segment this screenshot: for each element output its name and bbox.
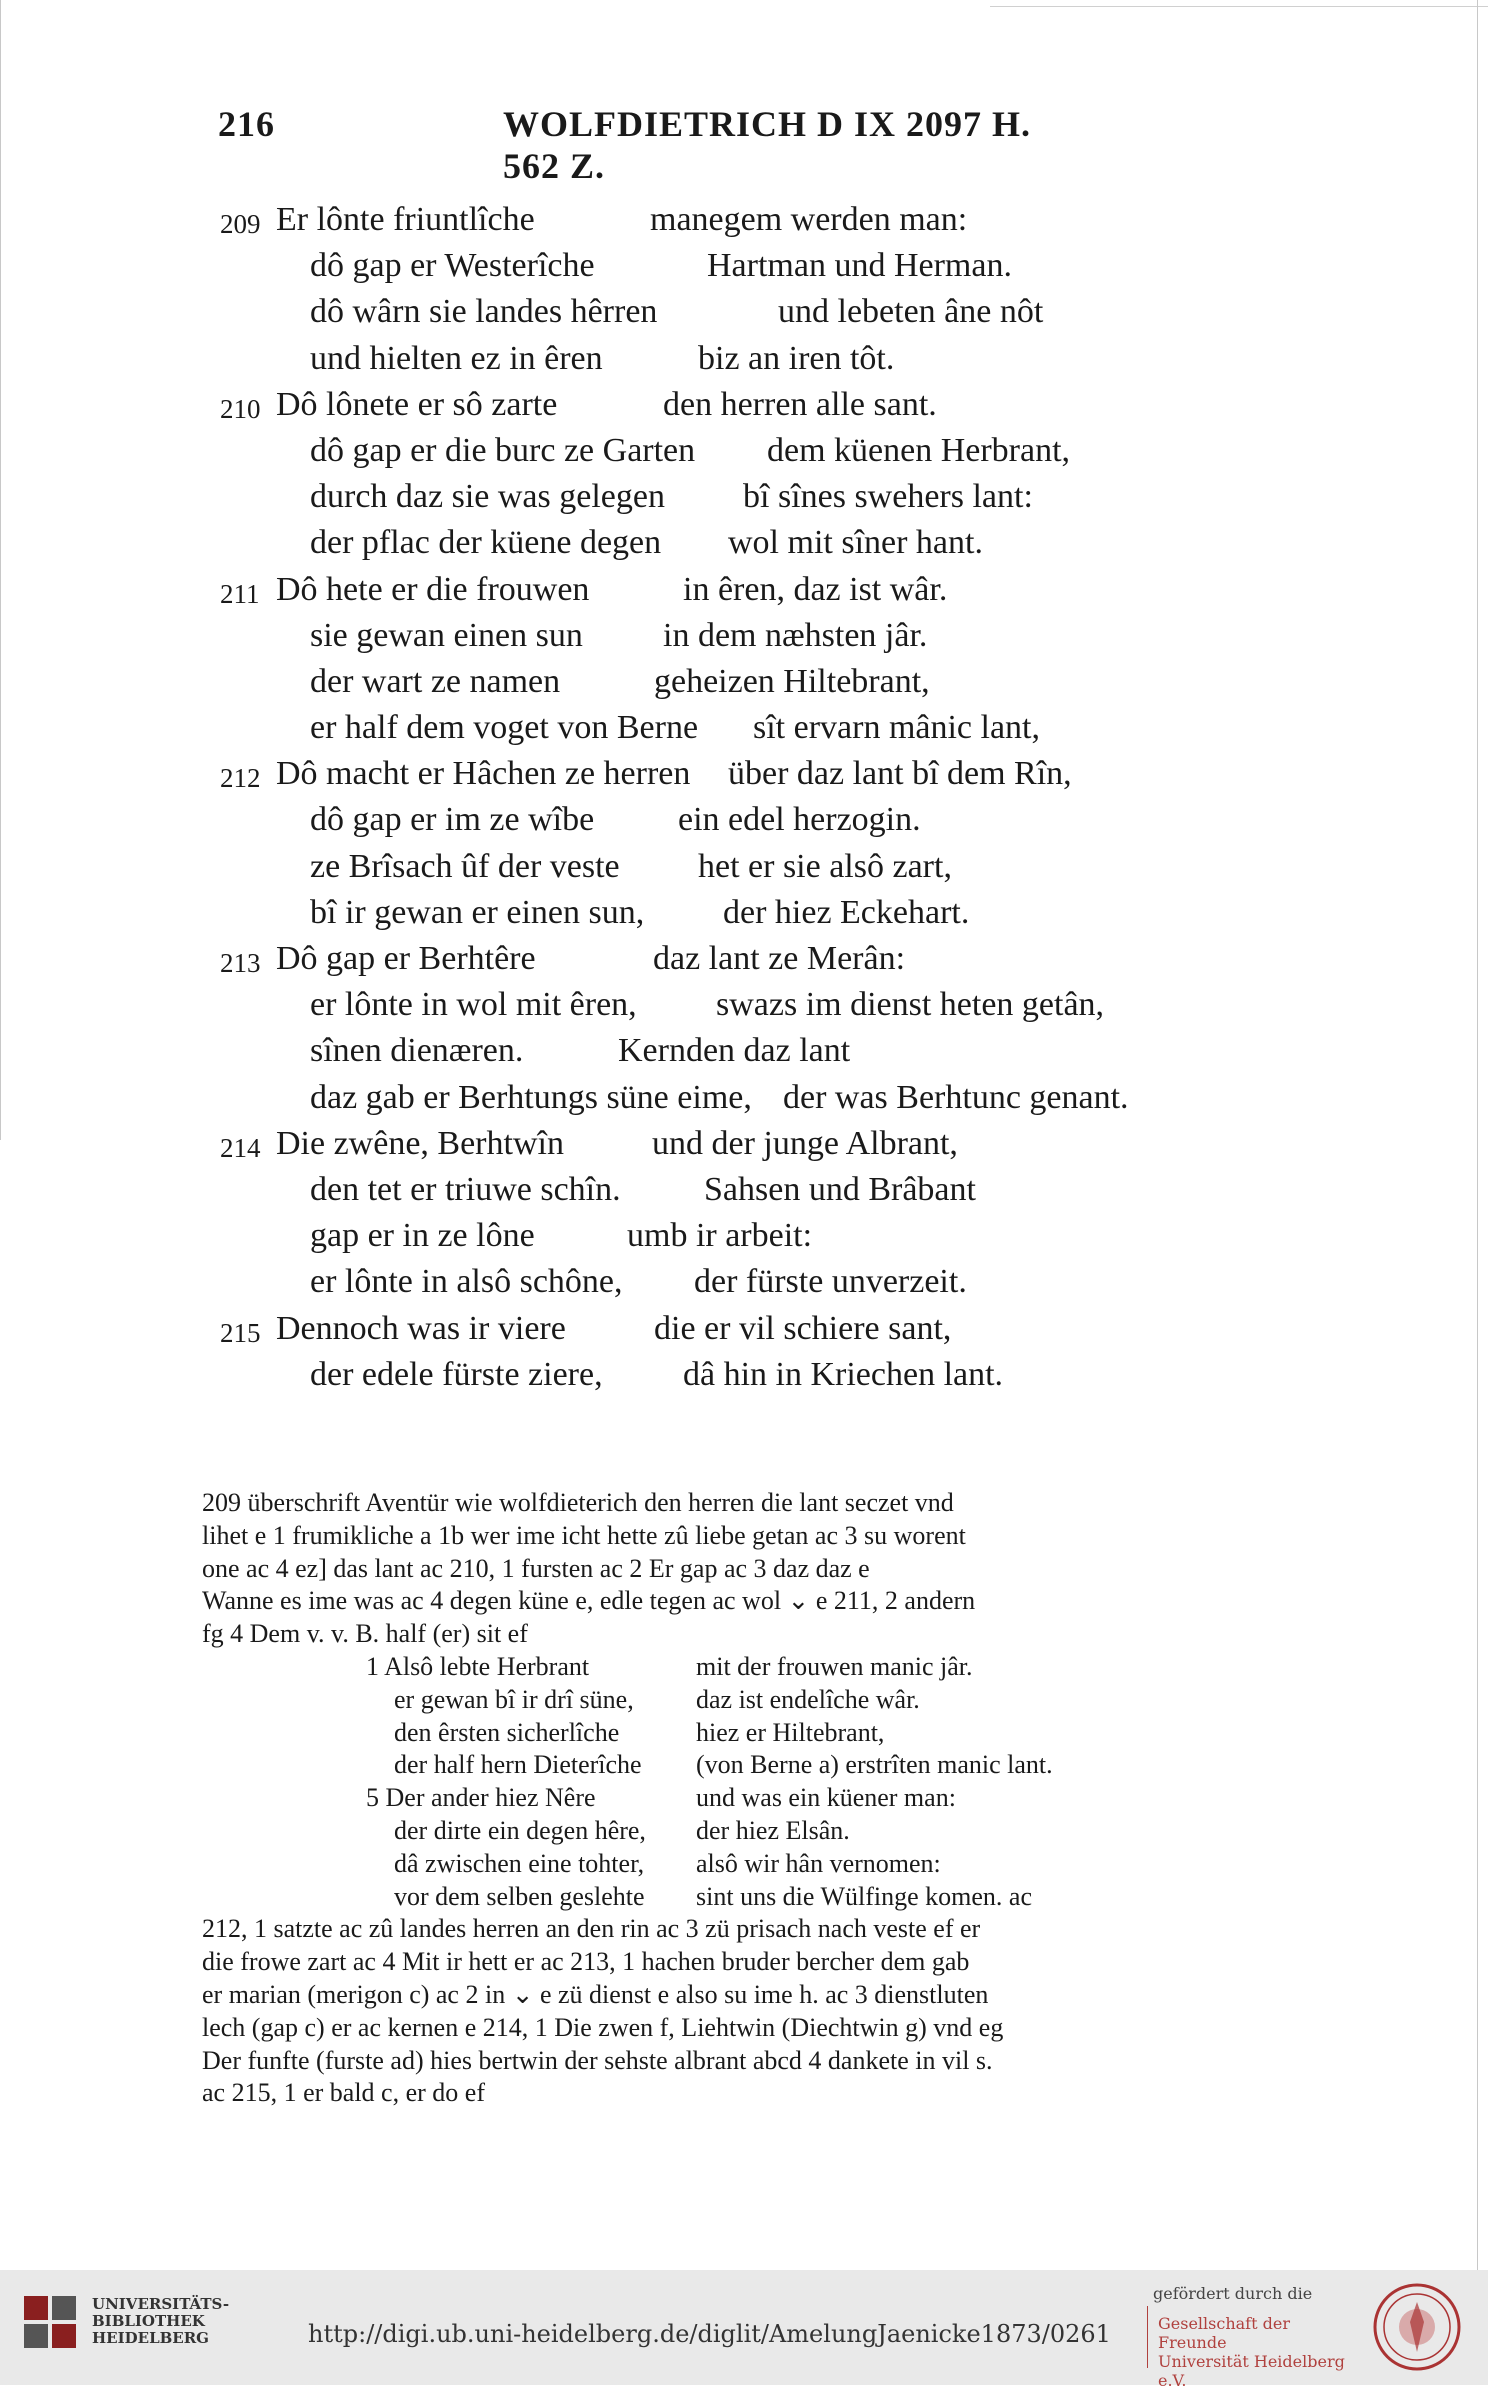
verse-first-half: der wart ze namen	[310, 662, 561, 700]
page-number: 216	[218, 104, 275, 144]
inserted-verse-line	[366, 1651, 1342, 1684]
verse-second-half: Hartman und Herman.	[707, 247, 1012, 285]
inserted-verse-second-half: und was ein küener man:	[696, 1783, 956, 1813]
verse-second-half: der fürste unverzeit.	[694, 1263, 967, 1301]
verse-second-half: Sahsen und Brâbant	[704, 1170, 976, 1208]
verse-line	[220, 705, 1370, 751]
inserted-verse-line	[366, 1717, 1342, 1750]
verse-second-half: über daz lant bî dem Rîn,	[728, 755, 1072, 793]
verse-second-half: die er vil schiere sant,	[654, 1309, 952, 1347]
inserted-verse-second-half: alsô wir hân vernomen:	[696, 1848, 941, 1878]
verse-first-half: Dô hete er die frouwen	[276, 570, 590, 608]
verse-line	[220, 1075, 1370, 1121]
inserted-verse-first-half: 1 Alsô lebte Herbrant	[366, 1651, 590, 1681]
verse-line	[220, 289, 1370, 335]
stanza-number: 214	[220, 1132, 261, 1163]
verse-line	[220, 1121, 1370, 1167]
inserted-verse-first-half: dâ zwischen eine tohter,	[394, 1848, 645, 1878]
inserted-verse-second-half: hiez er Hiltebrant,	[696, 1717, 885, 1747]
verse-second-half: swazs im dienst heten getân,	[716, 986, 1105, 1024]
note-line: one ac 4 ez] das lant ac 210, 1 fursten ac 2 Er gap ac 3 daz daz e	[202, 1553, 870, 1583]
scan-edge-left	[0, 0, 1, 1140]
verse-first-half: Dennoch was ir viere	[276, 1309, 566, 1347]
inserted-verse-first-half: vor dem selben geslehte	[394, 1881, 645, 1911]
inserted-verse-second-half: der hiez Elsân.	[696, 1815, 850, 1845]
university-seal-icon	[1372, 2282, 1462, 2372]
verse-second-half: der hiez Eckehart.	[723, 893, 970, 931]
critical-apparatus	[202, 1487, 1342, 2110]
inserted-verse-first-half: er gewan bî ir drî süne,	[394, 1684, 634, 1714]
verse-first-half: sie gewan einen sun	[310, 616, 583, 654]
inserted-verse-first-half: den êrsten sicherlîche	[394, 1717, 620, 1747]
inserted-verse-first-half: 5 Der ander hiez Nêre	[366, 1783, 596, 1813]
verse-first-half: der pflac der küene degen	[310, 524, 662, 562]
note-line: Der funfte (furste ad) hies bertwin der sehste albrant abcd 4 dankete in vil s.	[202, 2045, 993, 2075]
verse-line	[220, 567, 1370, 613]
verse-line	[220, 982, 1370, 1028]
note-line: fg 4 Dem v. v. B. half (er) sit ef	[202, 1619, 528, 1649]
note-line: lech (gap c) er ac kernen e 214, 1 Die zwen f, Liehtwin (Diechtwin g) vnd eg	[202, 2012, 1004, 2042]
scan-edge-right	[1477, 0, 1478, 2270]
verse-first-half: gap er in ze lône	[310, 1217, 535, 1255]
notes-block-1	[202, 1487, 1342, 1651]
note-line: ac 215, 1 er bald c, er do ef	[202, 2078, 485, 2108]
verse-second-half: umb ir arbeit:	[627, 1217, 813, 1255]
verse-first-half: Er lônte friuntlîche	[276, 201, 535, 238]
running-title: WOLFDIETRICH D IX 2097 H. 562 Z.	[503, 104, 1032, 186]
verse-first-half: er lônte in wol mit êren,	[310, 986, 637, 1024]
note-line: Wanne es ime was ac 4 degen küne e, edle tegen ac wol ⌄ e 211, 2 andern	[202, 1586, 976, 1616]
verse-line	[220, 428, 1370, 474]
verse-line	[220, 382, 1370, 428]
verse-first-half: und hielten ez in êren	[310, 339, 603, 377]
verse-first-half: dô gap er im ze wîbe	[310, 801, 595, 839]
verse-second-half: biz an iren tôt.	[698, 339, 895, 377]
verse-second-half: geheizen Hiltebrant,	[654, 662, 930, 700]
note-line: 212, 1 satzte ac zû landes herren an den rin ac 3 zü prisach nach veste ef er	[202, 1914, 981, 1944]
stanza-number: 211	[220, 578, 260, 609]
note-line: er marian (merigon c) ac 2 in ⌄ e zü dienst e also su ime h. ac 3 dienstluten	[202, 1979, 989, 2009]
note-line: 209 überschrift Aventür wie wolfdieterich den herren die lant seczet vnd	[202, 1488, 954, 1517]
verse-first-half: daz gab er Berhtungs süne eime,	[310, 1078, 752, 1116]
stanza-number: 215	[220, 1317, 261, 1348]
verse-first-half: er lônte in alsô schône,	[310, 1263, 623, 1301]
note-line: die frowe zart ac 4 Mit ir hett er ac 213, 1 hachen bruder bercher dem gab	[202, 1947, 970, 1977]
verse-second-half: in êren, daz ist wâr.	[683, 570, 948, 608]
verse-line	[220, 197, 1370, 243]
verse-line	[220, 520, 1370, 566]
verse-second-half: daz lant ze Merân:	[653, 940, 906, 977]
verse-first-half: Dô lônete er sô zarte	[276, 385, 558, 423]
inserted-verse-second-half: mit der frouwen manic jâr.	[696, 1651, 973, 1681]
verse-line	[220, 613, 1370, 659]
stanza-number: 213	[220, 948, 261, 978]
inserted-verse-first-half: der half hern Dieterîche	[394, 1750, 642, 1780]
verse-second-half: het er sie alsô zart,	[698, 847, 952, 885]
inserted-verse-line	[366, 1684, 1342, 1717]
sponsor-label: gefördert durch die	[1153, 2284, 1313, 2303]
note-line: lihet e 1 frumikliche a 1b wer ime icht hette zû liebe getan ac 3 su worent	[202, 1520, 966, 1550]
permalink-url[interactable]: http://digi.ub.uni-heidelberg.de/diglit/AmelungJaenicke1873/0261	[308, 2320, 1111, 2348]
verse-second-half: in dem næhsten jâr.	[663, 616, 928, 654]
inserted-verse-first-half: der dirte ein degen hêre,	[394, 1815, 646, 1845]
verse-line	[220, 1306, 1370, 1352]
notes-block-2	[202, 1913, 1342, 2110]
verse-line	[220, 844, 1370, 890]
verse-first-half: den tet er triuwe schîn.	[310, 1170, 621, 1208]
sponsor-name: Gesellschaft der Freunde Universität Heidelberg e.V.	[1158, 2314, 1345, 2390]
verse-line	[220, 890, 1370, 936]
inserted-verse-line	[366, 1881, 1342, 1914]
inserted-verse-line	[366, 1782, 1342, 1815]
verse-first-half: bî ir gewan er einen sun,	[310, 893, 645, 931]
verse-second-half: dâ hin in Kriechen lant.	[683, 1355, 1004, 1393]
verse-line	[220, 1213, 1370, 1259]
verse-line	[220, 751, 1370, 797]
library-logo-icon	[20, 2292, 82, 2362]
verse-first-half: er half dem voget von Berne	[310, 709, 699, 747]
inserted-verse-second-half: daz ist endelîche wâr.	[696, 1684, 920, 1714]
verse-first-half: Dô macht er Hâchen ze herren	[276, 755, 691, 793]
inserted-verse-line	[366, 1749, 1342, 1782]
inserted-verse-second-half: sint uns die Wülfinge komen. ac	[696, 1881, 1033, 1911]
verse-line	[220, 936, 1370, 982]
verse-second-half: dem küenen Herbrant,	[767, 431, 1071, 469]
verse-second-half: wol mit sîner hant.	[728, 524, 983, 562]
verse-first-half: durch daz sie was gelegen	[310, 478, 665, 516]
verse-first-half: dô wârn sie landes hêrren	[310, 293, 658, 331]
inserted-verse-line	[366, 1815, 1342, 1848]
verse-first-half: der edele fürste ziere,	[310, 1355, 603, 1393]
verse-first-half: Die zwêne, Berhtwîn	[276, 1124, 564, 1162]
verse-second-half: bî sînes swehers lant:	[743, 478, 1033, 516]
verse-line	[220, 243, 1370, 289]
verse-second-half: und lebeten âne nôt	[778, 293, 1044, 331]
inserted-verse-second-half: (von Berne a) erstrîten manic lant.	[696, 1750, 1053, 1780]
stanza-number: 210	[220, 393, 261, 424]
verse-line	[220, 1352, 1370, 1398]
notes-inserted-stanza	[366, 1651, 1342, 1913]
library-name: UNIVERSITÄTS- BIBLIOTHEK HEIDELBERG	[92, 2295, 230, 2347]
verse-line	[220, 1259, 1370, 1305]
stanza-number: 212	[220, 763, 261, 794]
verse-second-half: Kernden daz lant	[618, 1032, 851, 1070]
page-header	[218, 103, 1098, 186]
verse-line	[220, 336, 1370, 382]
verse-first-half: dô gap er Westerîche	[310, 247, 595, 285]
verse-line	[220, 1167, 1370, 1213]
verse-line	[220, 1028, 1370, 1074]
scan-edge-top	[990, 6, 1488, 7]
verse-second-half: der was Berhtunc genant.	[783, 1078, 1129, 1116]
verse-second-half: den herren alle sant.	[663, 385, 937, 423]
verse-first-half: dô gap er die burc ze Garten	[310, 431, 696, 469]
sponsor-divider	[1147, 2306, 1148, 2368]
verse-second-half: und der junge Albrant,	[652, 1124, 958, 1162]
verse-first-half: sînen dienæren.	[310, 1032, 524, 1070]
verse-first-half: Dô gap er Berhtêre	[276, 940, 536, 977]
verse-line	[220, 474, 1370, 520]
verse-second-half: ein edel herzogin.	[678, 801, 921, 839]
inserted-verse-line	[366, 1848, 1342, 1881]
verse-first-half: ze Brîsach ûf der veste	[310, 847, 620, 885]
verse-line	[220, 797, 1370, 843]
verse-line	[220, 659, 1370, 705]
verse-second-half: sît ervarn mânic lant,	[753, 709, 1041, 747]
verse-text	[220, 197, 1370, 1398]
stanza-number: 209	[220, 209, 261, 239]
verse-second-half: manegem werden man:	[650, 201, 968, 238]
